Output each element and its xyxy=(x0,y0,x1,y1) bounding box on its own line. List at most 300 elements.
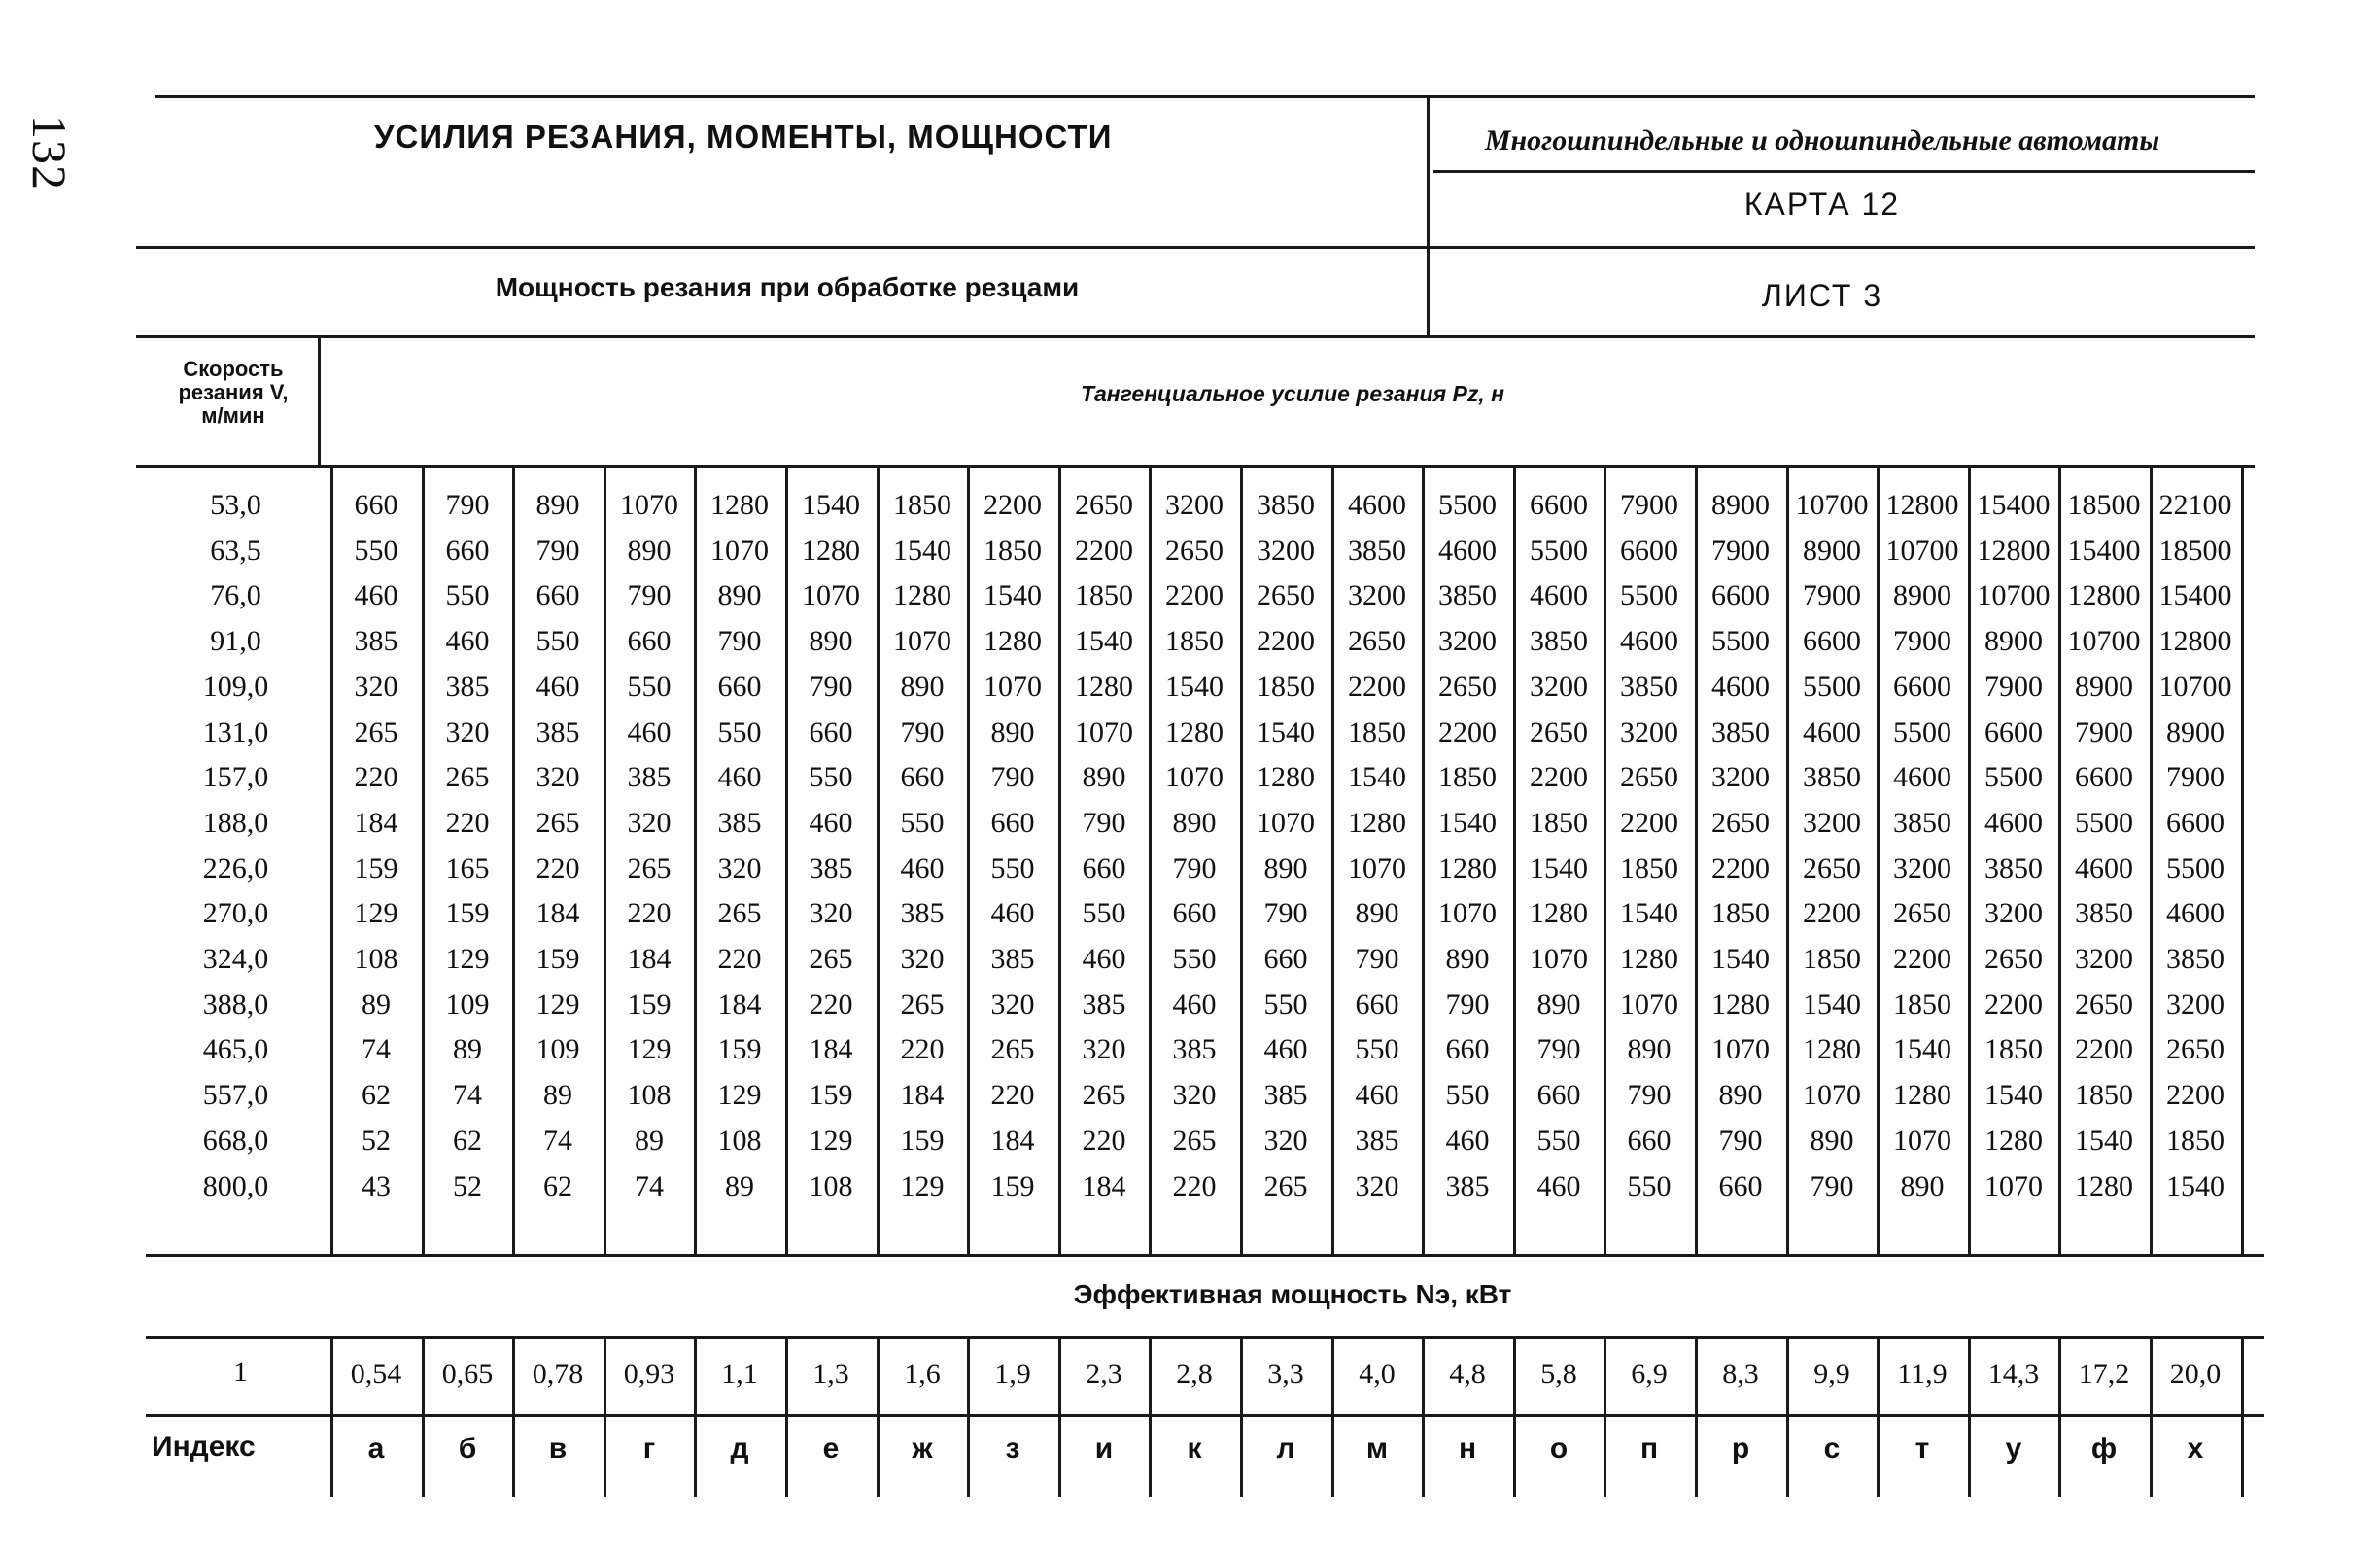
force-cell: 8900 xyxy=(2166,716,2225,748)
force-cell: 385 xyxy=(1445,1170,1490,1202)
speed-value: 388,0 xyxy=(202,989,269,1021)
force-cell: 1280 xyxy=(710,489,769,521)
index-letter: с xyxy=(1823,1433,1841,1465)
force-cell: 320 xyxy=(900,943,945,975)
speed-value: 131,0 xyxy=(202,716,269,748)
force-cell: 220 xyxy=(990,1079,1035,1111)
force-cell: 5500 xyxy=(1530,535,1588,567)
force-cell: 159 xyxy=(717,1033,762,1065)
force-cell: 2200 xyxy=(1893,943,1951,975)
force-cell: 550 xyxy=(809,761,853,793)
force-cell: 220 xyxy=(1172,1170,1217,1202)
column-divider xyxy=(2241,1336,2244,1497)
force-cell: 1540 xyxy=(1257,716,1315,748)
force-cell: 890 xyxy=(1445,943,1490,975)
force-cell: 7900 xyxy=(1803,579,1861,611)
force-cell: 3200 xyxy=(2166,989,2225,1021)
force-cell: 3200 xyxy=(1438,625,1497,657)
force-cell: 109 xyxy=(535,1033,580,1065)
force-cell: 3200 xyxy=(1620,716,1678,748)
force-cell: 3200 xyxy=(1165,489,1224,521)
force-cell: 7900 xyxy=(2075,716,2133,748)
force-cell: 460 xyxy=(717,761,762,793)
force-cell: 10700 xyxy=(2067,625,2141,657)
force-cell: 184 xyxy=(627,943,672,975)
force-cell: 660 xyxy=(1627,1125,1672,1157)
power-top-rule xyxy=(146,1336,2264,1339)
force-cell: 108 xyxy=(717,1125,762,1157)
force-cell: 1540 xyxy=(1348,761,1406,793)
force-cell: 3200 xyxy=(1711,761,1770,793)
force-cell: 3850 xyxy=(1620,671,1678,703)
table-subtitle: Мощность резания при обработке резцами xyxy=(495,272,1080,302)
page-title: УСИЛИЯ РЕЗАНИЯ, МОМЕНТЫ, МОЩНОСТИ xyxy=(374,119,1113,155)
power-value: 11,9 xyxy=(1897,1358,1948,1390)
power-value: 8,3 xyxy=(1722,1358,1759,1390)
force-cell: 385 xyxy=(717,807,762,839)
force-cell: 550 xyxy=(1355,1033,1399,1065)
force-cell: 1280 xyxy=(1530,897,1588,929)
force-cell: 890 xyxy=(1263,852,1308,885)
force-cell: 3850 xyxy=(1893,807,1951,839)
force-cell: 108 xyxy=(354,943,398,975)
force-cell: 2200 xyxy=(1257,625,1315,657)
force-cell: 159 xyxy=(627,989,672,1021)
force-cell: 1850 xyxy=(2166,1125,2225,1157)
column-divider xyxy=(2241,465,2244,1254)
force-cell: 660 xyxy=(1263,943,1308,975)
force-cell: 62 xyxy=(362,1079,391,1111)
force-cell: 43 xyxy=(362,1170,391,1202)
index-letter: о xyxy=(1549,1433,1569,1465)
force-cell: 129 xyxy=(627,1033,672,1065)
power-bottom-rule xyxy=(146,1414,2264,1417)
speed-value: 465,0 xyxy=(202,1033,269,1065)
force-cell: 1540 xyxy=(1438,807,1497,839)
force-cell: 265 xyxy=(535,807,580,839)
force-cell: 1070 xyxy=(1075,716,1133,748)
power-value: 9,9 xyxy=(1813,1358,1850,1390)
force-cell: 265 xyxy=(445,761,490,793)
force-cell: 385 xyxy=(627,761,672,793)
force-cell: 790 xyxy=(535,535,580,567)
speed-header-line: резания V, xyxy=(178,380,289,404)
table-bottom-rule xyxy=(146,1254,2264,1257)
power-value: 2,8 xyxy=(1176,1358,1213,1390)
power-value: 0,54 xyxy=(350,1358,402,1390)
force-cell: 1070 xyxy=(1438,897,1497,929)
force-cell: 129 xyxy=(445,943,490,975)
force-cell: 3200 xyxy=(1893,852,1951,885)
force-cell: 3850 xyxy=(1711,716,1770,748)
force-cell: 2650 xyxy=(1075,489,1133,521)
force-cell: 2200 xyxy=(1075,535,1133,567)
force-cell: 550 xyxy=(535,625,580,657)
force-cell: 790 xyxy=(1627,1079,1672,1111)
force-cell: 7900 xyxy=(2166,761,2225,793)
force-cell: 4600 xyxy=(1984,807,2043,839)
force-cell: 184 xyxy=(900,1079,945,1111)
power-header: Эффективная мощность Nэ, кВт xyxy=(1073,1279,1512,1309)
speed-header xyxy=(146,358,321,428)
speed-value: 53,0 xyxy=(210,489,261,521)
force-cell: 660 xyxy=(627,625,672,657)
force-cell: 660 xyxy=(1355,989,1399,1021)
force-cell: 1070 xyxy=(1984,1170,2043,1202)
force-cell: 1540 xyxy=(1075,625,1133,657)
force-cell: 220 xyxy=(354,761,398,793)
force-cell: 3200 xyxy=(1803,807,1861,839)
force-cell: 7900 xyxy=(1984,671,2043,703)
force-cell: 2200 xyxy=(1620,807,1678,839)
force-cell: 1850 xyxy=(1620,852,1678,885)
force-cell: 460 xyxy=(535,671,580,703)
force-cell: 15400 xyxy=(2067,535,2141,567)
force-cell: 2650 xyxy=(1530,716,1588,748)
force-cell: 74 xyxy=(635,1170,664,1202)
force-cell: 159 xyxy=(354,852,398,885)
force-cell: 1850 xyxy=(1257,671,1315,703)
force-cell: 1070 xyxy=(1620,989,1678,1021)
force-cell: 1540 xyxy=(893,535,951,567)
force-cell: 550 xyxy=(990,852,1035,885)
force-cell: 320 xyxy=(627,807,672,839)
force-cell: 2650 xyxy=(1257,579,1315,611)
force-cell: 1850 xyxy=(1075,579,1133,611)
power-value: 3,3 xyxy=(1267,1358,1304,1390)
force-cell: 2650 xyxy=(1348,625,1406,657)
force-cell: 265 xyxy=(900,989,945,1021)
force-cell: 1070 xyxy=(983,671,1042,703)
force-cell: 1280 xyxy=(1438,852,1497,885)
force-cell: 790 xyxy=(990,761,1035,793)
force-cell: 320 xyxy=(809,897,853,929)
force-cell: 1280 xyxy=(1075,671,1133,703)
force-cell: 1540 xyxy=(1165,671,1224,703)
force-cell: 385 xyxy=(900,897,945,929)
force-cell: 184 xyxy=(990,1125,1035,1157)
force-cell: 1540 xyxy=(1620,897,1678,929)
force-cell: 2650 xyxy=(1711,807,1770,839)
force-cell: 890 xyxy=(809,625,853,657)
force-cell: 6600 xyxy=(1711,579,1770,611)
force-cell: 890 xyxy=(1900,1170,1945,1202)
force-cell: 460 xyxy=(809,807,853,839)
force-cell: 790 xyxy=(1263,897,1308,929)
force-cell: 890 xyxy=(1082,761,1126,793)
force-cell: 550 xyxy=(1263,989,1308,1021)
force-cell: 320 xyxy=(354,671,398,703)
force-cell: 6600 xyxy=(2166,807,2225,839)
force-cell: 385 xyxy=(354,625,398,657)
force-cell: 2650 xyxy=(1803,852,1861,885)
force-cell: 385 xyxy=(1355,1125,1399,1157)
force-cell: 660 xyxy=(1445,1033,1490,1065)
index-letter: ф xyxy=(2090,1433,2118,1465)
index-letter: и xyxy=(1094,1433,1114,1465)
force-cell: 1850 xyxy=(1438,761,1497,793)
force-cell: 385 xyxy=(990,943,1035,975)
force-cell: 8900 xyxy=(1984,625,2043,657)
force-cell: 890 xyxy=(1355,897,1399,929)
speed-value: 668,0 xyxy=(202,1125,269,1157)
force-cell: 10700 xyxy=(1795,489,1869,521)
force-cell: 385 xyxy=(1172,1033,1217,1065)
force-cell: 4600 xyxy=(1348,489,1406,521)
force-cell: 550 xyxy=(1627,1170,1672,1202)
force-cell: 890 xyxy=(1536,989,1581,1021)
index-letter: а xyxy=(367,1433,385,1465)
force-cell: 550 xyxy=(1536,1125,1581,1157)
force-cell: 1280 xyxy=(1893,1079,1951,1111)
force-cell: 265 xyxy=(717,897,762,929)
force-cell: 660 xyxy=(535,579,580,611)
force-cell: 5500 xyxy=(1620,579,1678,611)
force-cell: 385 xyxy=(809,852,853,885)
index-letter: п xyxy=(1639,1433,1659,1465)
force-cell: 2650 xyxy=(2075,989,2133,1021)
force-cell: 320 xyxy=(1355,1170,1399,1202)
power-row-label: 1 xyxy=(233,1356,248,1388)
force-cell: 460 xyxy=(1172,989,1217,1021)
force-cell: 790 xyxy=(1082,807,1126,839)
force-cell: 790 xyxy=(809,671,853,703)
force-cell: 660 xyxy=(809,716,853,748)
power-value: 6,9 xyxy=(1631,1358,1668,1390)
force-cell: 790 xyxy=(1445,989,1490,1021)
force-cell: 129 xyxy=(809,1125,853,1157)
force-cell: 4600 xyxy=(1530,579,1588,611)
force-cell: 184 xyxy=(1082,1170,1126,1202)
force-cell: 1540 xyxy=(2075,1125,2133,1157)
force-cell: 790 xyxy=(1172,852,1217,885)
force-cell: 8900 xyxy=(1803,535,1861,567)
force-cell: 460 xyxy=(1263,1033,1308,1065)
force-cell: 1850 xyxy=(1165,625,1224,657)
power-value: 1,1 xyxy=(721,1358,758,1390)
index-letter: н xyxy=(1458,1433,1477,1465)
power-value: 4,8 xyxy=(1449,1358,1486,1390)
force-cell: 660 xyxy=(990,807,1035,839)
force-cell: 890 xyxy=(1810,1125,1854,1157)
force-cell: 184 xyxy=(354,807,398,839)
force-cell: 52 xyxy=(453,1170,482,1202)
column-header-rule xyxy=(136,465,2255,468)
force-cell: 4600 xyxy=(1620,625,1678,657)
force-cell: 3200 xyxy=(1257,535,1315,567)
force-cell: 6600 xyxy=(2075,761,2133,793)
force-cell: 265 xyxy=(1263,1170,1308,1202)
force-cell: 790 xyxy=(900,716,945,748)
force-cell: 1850 xyxy=(983,535,1042,567)
force-cell: 2200 xyxy=(2075,1033,2133,1065)
speed-value: 270,0 xyxy=(202,897,269,929)
force-cell: 129 xyxy=(535,989,580,1021)
force-cell: 74 xyxy=(453,1079,482,1111)
force-cell: 1540 xyxy=(802,489,860,521)
force-cell: 460 xyxy=(1355,1079,1399,1111)
force-cell: 550 xyxy=(445,579,490,611)
card-number: КАРТА 12 xyxy=(1743,187,1901,222)
force-cell: 790 xyxy=(627,579,672,611)
force-cell: 550 xyxy=(627,671,672,703)
force-cell: 1280 xyxy=(1711,989,1770,1021)
force-cell: 1280 xyxy=(983,625,1042,657)
force-cell: 550 xyxy=(900,807,945,839)
force-cell: 52 xyxy=(362,1125,391,1157)
force-cell: 12800 xyxy=(2158,625,2232,657)
force-cell: 265 xyxy=(990,1033,1035,1065)
force-cell: 1280 xyxy=(1620,943,1678,975)
force-cell: 1850 xyxy=(1803,943,1861,975)
force-cell: 129 xyxy=(354,897,398,929)
force-cell: 89 xyxy=(453,1033,482,1065)
force-cell: 3200 xyxy=(1348,579,1406,611)
force-cell: 12800 xyxy=(2067,579,2141,611)
force-cell: 460 xyxy=(627,716,672,748)
force-cell: 320 xyxy=(535,761,580,793)
force-cell: 265 xyxy=(1172,1125,1217,1157)
force-cell: 1280 xyxy=(1984,1125,2043,1157)
force-cell: 1070 xyxy=(1348,852,1406,885)
force-cell: 5500 xyxy=(2166,852,2225,885)
speed-header-line: Скорость xyxy=(183,357,284,381)
force-cell: 1070 xyxy=(893,625,951,657)
force-cell: 4600 xyxy=(1711,671,1770,703)
force-cell: 890 xyxy=(900,671,945,703)
force-cell: 1280 xyxy=(1257,761,1315,793)
force-cell: 660 xyxy=(717,671,762,703)
force-cell: 3850 xyxy=(1984,852,2043,885)
force-cell: 3850 xyxy=(2075,897,2133,929)
force-cell: 550 xyxy=(1172,943,1217,975)
force-cell: 220 xyxy=(900,1033,945,1065)
power-value: 20,0 xyxy=(2169,1358,2222,1390)
force-cell: 1540 xyxy=(1893,1033,1951,1065)
force-cell: 460 xyxy=(900,852,945,885)
force-cell: 1070 xyxy=(1257,807,1315,839)
force-cell: 890 xyxy=(1627,1033,1672,1065)
force-cell: 2200 xyxy=(1530,761,1588,793)
force-cell: 74 xyxy=(543,1125,572,1157)
top-rule xyxy=(155,95,2255,98)
force-cell: 1540 xyxy=(2166,1170,2225,1202)
force-cell: 3200 xyxy=(2075,943,2133,975)
force-cell: 8900 xyxy=(1893,579,1951,611)
force-cell: 320 xyxy=(1263,1125,1308,1157)
force-cell: 460 xyxy=(990,897,1035,929)
force-cell: 320 xyxy=(717,852,762,885)
speed-value: 188,0 xyxy=(202,807,269,839)
force-cell: 15400 xyxy=(1977,489,2051,521)
sheet-number: ЛИСТ 3 xyxy=(1761,278,1883,313)
speed-value: 800,0 xyxy=(202,1170,269,1202)
force-cell: 4600 xyxy=(1438,535,1497,567)
force-cell: 2200 xyxy=(1165,579,1224,611)
force-cell: 660 xyxy=(900,761,945,793)
index-letter: г xyxy=(642,1433,656,1465)
force-cell: 220 xyxy=(445,807,490,839)
force-cell: 6600 xyxy=(1803,625,1861,657)
index-letter: д xyxy=(730,1433,749,1465)
force-cell: 460 xyxy=(1445,1125,1490,1157)
force-cell: 660 xyxy=(445,535,490,567)
index-letter: л xyxy=(1276,1433,1295,1465)
force-cell: 89 xyxy=(362,989,391,1021)
speed-value: 557,0 xyxy=(202,1079,269,1111)
force-cell: 220 xyxy=(627,897,672,929)
force-cell: 1280 xyxy=(802,535,860,567)
force-cell: 159 xyxy=(809,1079,853,1111)
force-cell: 3200 xyxy=(1530,671,1588,703)
subtitle-rule xyxy=(136,246,2255,249)
force-cell: 1280 xyxy=(893,579,951,611)
speed-value: 76,0 xyxy=(210,579,261,611)
force-cell: 890 xyxy=(990,716,1035,748)
card-rule xyxy=(1433,170,2255,173)
page-number: 132 xyxy=(22,115,77,191)
speed-header-divider xyxy=(318,335,321,465)
force-cell: 2650 xyxy=(1165,535,1224,567)
force-cell: 220 xyxy=(1082,1125,1126,1157)
speed-value: 109,0 xyxy=(202,671,269,703)
force-cell: 1850 xyxy=(2075,1079,2133,1111)
force-cell: 460 xyxy=(1536,1170,1581,1202)
force-cell: 109 xyxy=(445,989,490,1021)
force-cell: 89 xyxy=(725,1170,754,1202)
header-divider xyxy=(1427,95,1430,338)
force-cell: 385 xyxy=(445,671,490,703)
force-cell: 790 xyxy=(445,489,490,521)
force-cell: 1850 xyxy=(1893,989,1951,1021)
power-value: 4,0 xyxy=(1359,1358,1396,1390)
force-cell: 12800 xyxy=(1885,489,1959,521)
force-cell: 1850 xyxy=(893,489,951,521)
index-letter: б xyxy=(458,1433,477,1465)
force-cell: 3850 xyxy=(2166,943,2225,975)
force-cell: 1540 xyxy=(1803,989,1861,1021)
force-cell: 265 xyxy=(1082,1079,1126,1111)
header-rule xyxy=(136,335,2255,338)
force-cell: 1070 xyxy=(1893,1125,1951,1157)
force-cell: 385 xyxy=(535,716,580,748)
force-cell: 550 xyxy=(354,535,398,567)
force-cell: 2650 xyxy=(1984,943,2043,975)
force-cell: 550 xyxy=(1082,897,1126,929)
force-cell: 1540 xyxy=(1711,943,1770,975)
force-cell: 108 xyxy=(809,1170,853,1202)
force-cell: 1070 xyxy=(620,489,678,521)
force-cell: 1850 xyxy=(1711,897,1770,929)
force-cell: 1280 xyxy=(1165,716,1224,748)
force-cell: 1070 xyxy=(1165,761,1224,793)
force-cell: 385 xyxy=(1082,989,1126,1021)
force-cell: 1280 xyxy=(2075,1170,2133,1202)
force-cell: 660 xyxy=(1082,852,1126,885)
index-letter: ж xyxy=(912,1433,933,1465)
force-cell: 320 xyxy=(990,989,1035,1021)
force-cell: 2650 xyxy=(1893,897,1951,929)
force-cell: 660 xyxy=(1718,1170,1763,1202)
force-cell: 159 xyxy=(990,1170,1035,1202)
series-title: Многошпиндельные и одношпиндельные автоматы xyxy=(1484,124,2160,156)
force-cell: 2200 xyxy=(1803,897,1861,929)
force-header: Тангенциальное усилие резания Pz, н xyxy=(1080,381,1505,406)
force-cell: 1070 xyxy=(1530,943,1588,975)
force-cell: 5500 xyxy=(1438,489,1497,521)
force-cell: 129 xyxy=(717,1079,762,1111)
force-cell: 890 xyxy=(535,489,580,521)
